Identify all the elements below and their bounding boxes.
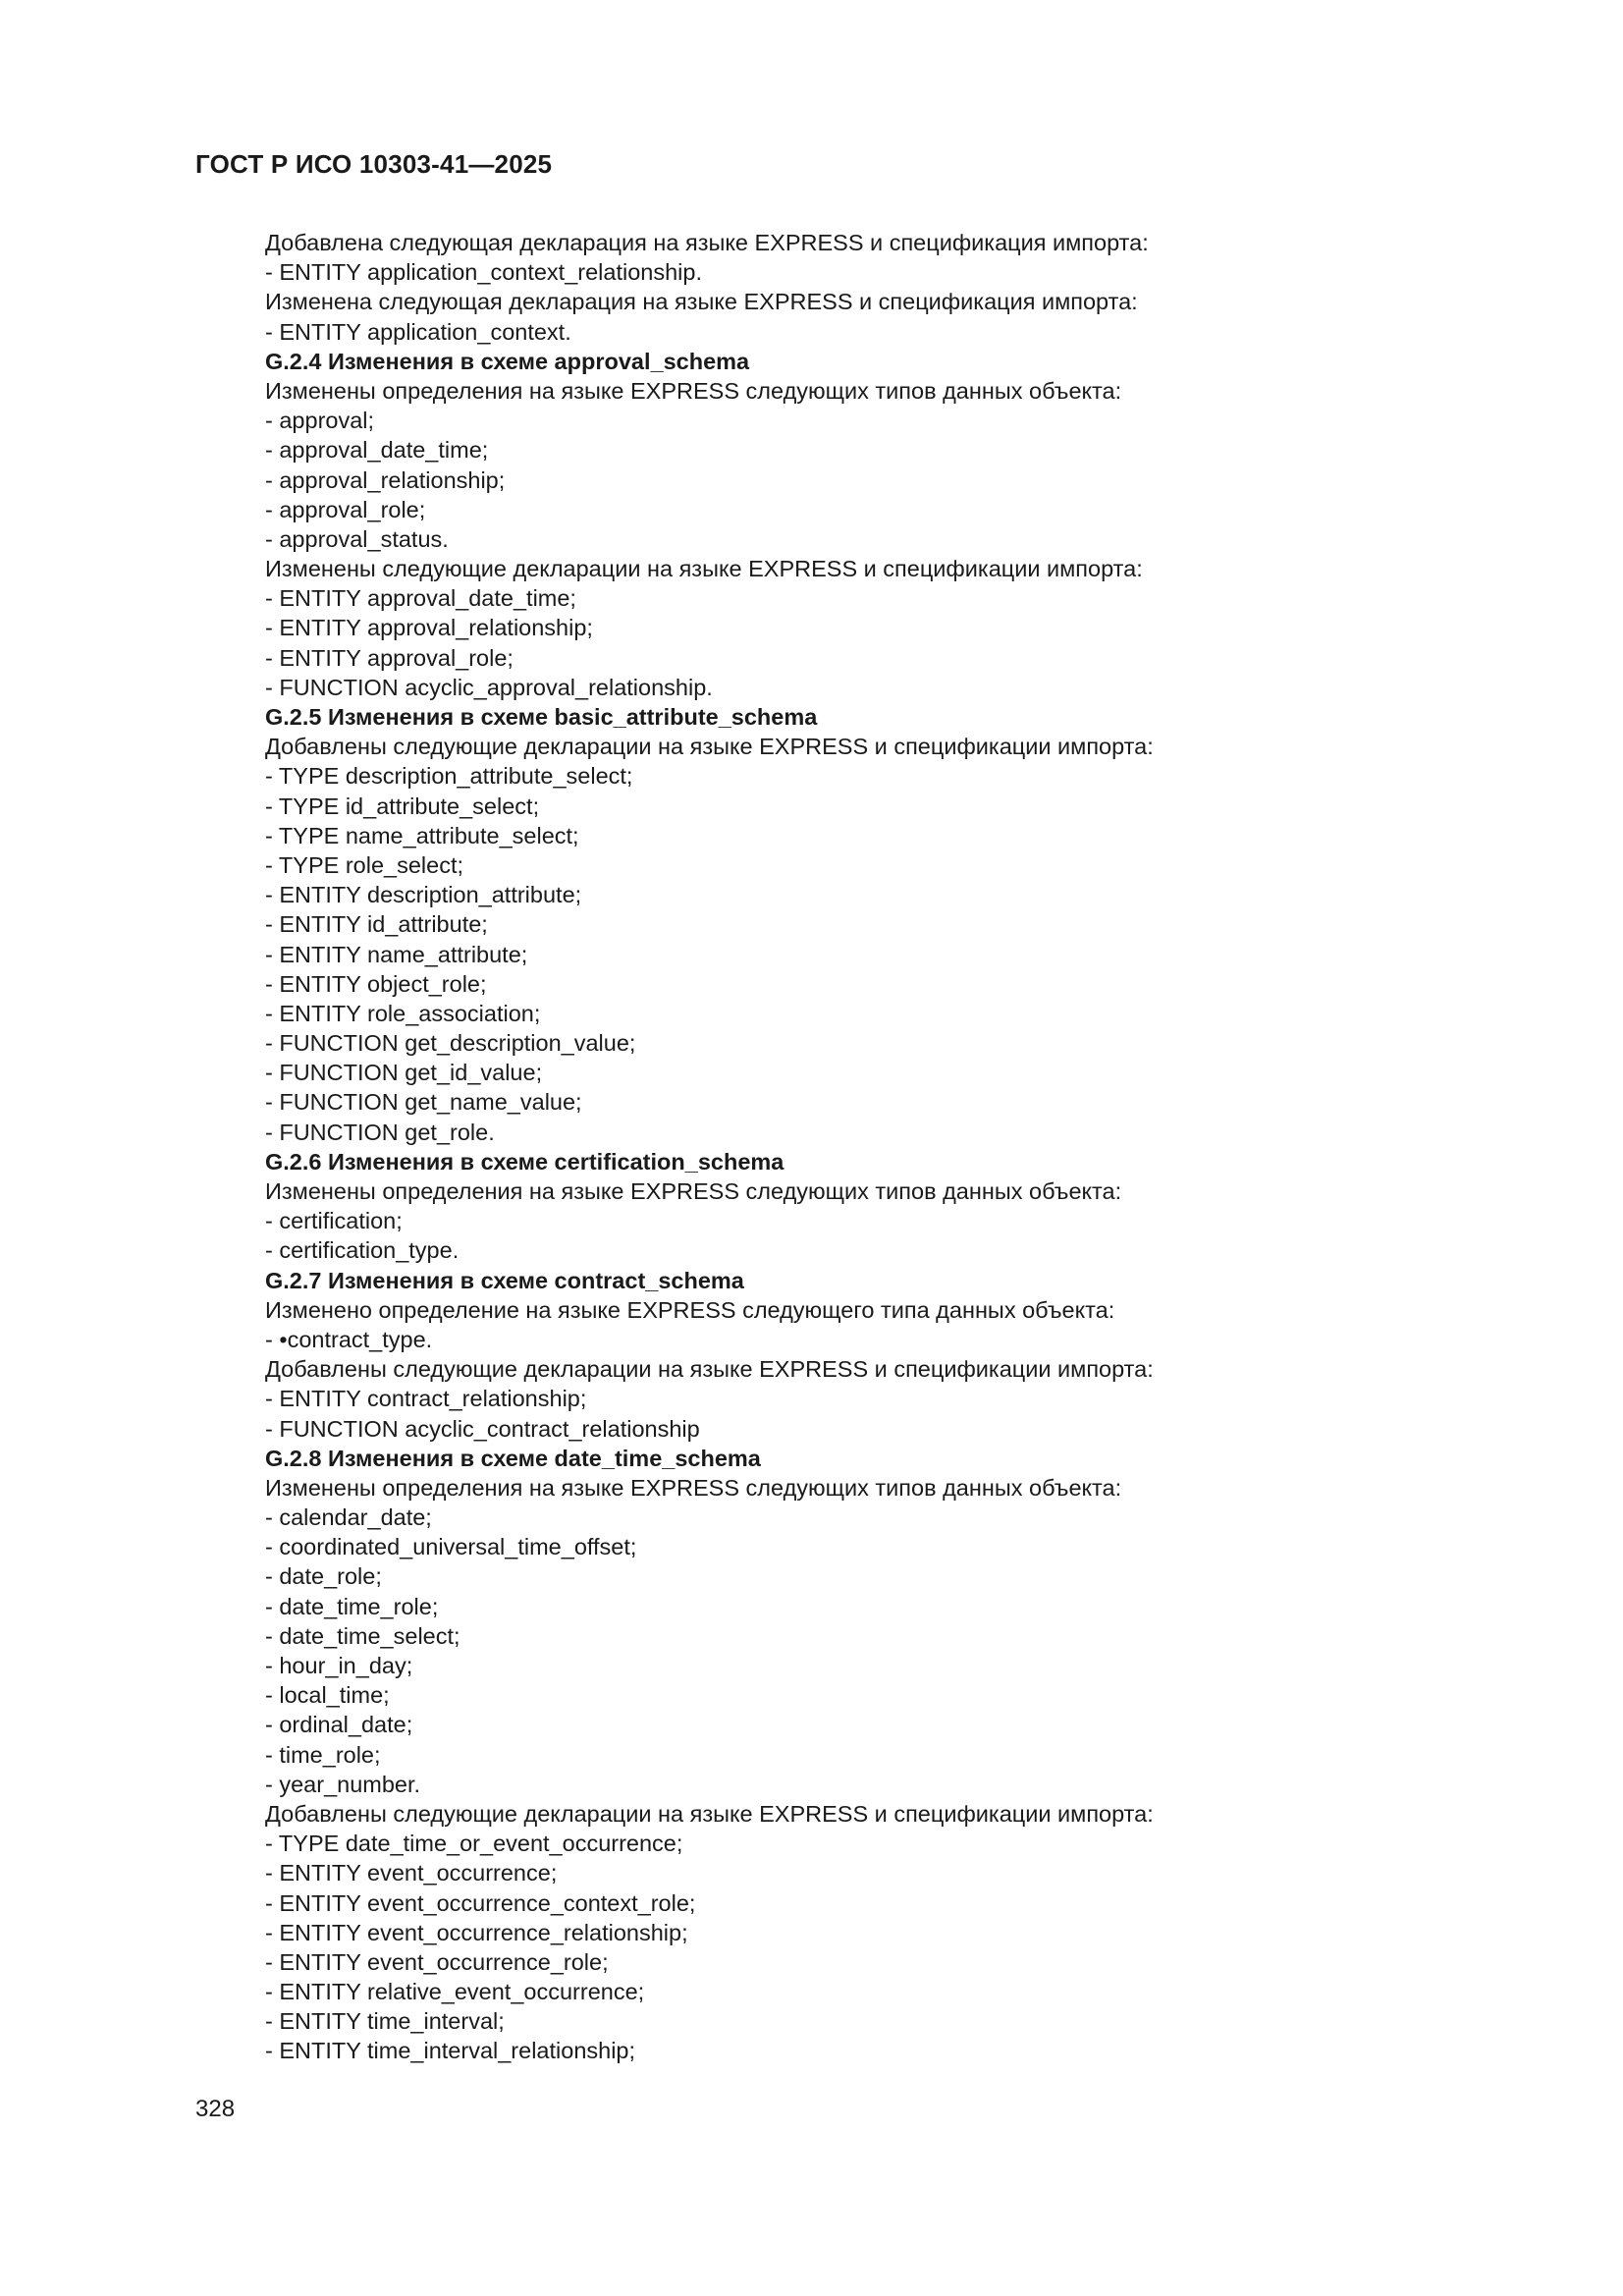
text-line: - date_time_role; (265, 1593, 439, 1619)
text-line: - ENTITY event_occurrence_context_role; (265, 1889, 696, 1916)
text-line: Изменено определение на языке EXPRESS следующего типа данных объекта: (265, 1296, 1115, 1323)
text-line: - FUNCTION acyclic_approval_relationship. (265, 674, 713, 700)
text-line: - ENTITY contract_relationship; (265, 1386, 587, 1412)
text-line: - year_number. (265, 1771, 421, 1797)
text-line: - ENTITY relative_event_occurrence; (265, 1979, 645, 2005)
text-line: - ENTITY application_context. (265, 318, 571, 345)
section-heading: G.2.5 Изменения в схеме basic_attribute_schema (265, 704, 818, 730)
section-heading: G.2.7 Изменения в схеме contract_schema (265, 1267, 744, 1293)
text-line: - ENTITY event_occurrence_role; (265, 1948, 609, 1975)
text-line: - time_role; (265, 1741, 381, 1768)
text-line: - TYPE id_attribute_select; (265, 793, 540, 819)
text-line: - FUNCTION acyclic_contract_relationship (265, 1415, 700, 1442)
text-line: Изменены определения на языке EXPRESS следующих типов данных объекта: (265, 1474, 1122, 1501)
text-line: Добавлены следующие декларации на языке EXPRESS и спецификации импорта: (265, 1800, 1154, 1827)
document-header-title: ГОСТ Р ИСО 10303-41—2025 (195, 149, 553, 179)
text-line: - ENTITY description_attribute; (265, 882, 582, 908)
text-line: - ENTITY time_interval_relationship; (265, 2038, 636, 2064)
text-line: - ENTITY role_association; (265, 1000, 541, 1026)
section-heading: G.2.6 Изменения в схеме certification_schema (265, 1148, 784, 1175)
text-line: - FUNCTION get_description_value; (265, 1030, 636, 1057)
text-line: - TYPE date_time_or_event_occurrence; (265, 1831, 683, 1857)
text-line: - certification; (265, 1208, 403, 1234)
text-line: - approval; (265, 408, 375, 434)
text-line: - date_time_select; (265, 1622, 460, 1649)
text-line: - ENTITY id_attribute; (265, 911, 488, 938)
document-body (265, 228, 1581, 2066)
section-heading: G.2.4 Изменения в схеме approval_schema (265, 348, 750, 374)
text-line: - calendar_date; (265, 1504, 432, 1531)
text-line: Добавлены следующие декларации на языке EXPRESS и спецификации импорта: (265, 1356, 1154, 1383)
text-line: Изменена следующая декларация на языке EXPRESS и спецификация импорта: (265, 289, 1138, 315)
text-line: - TYPE description_attribute_select; (265, 763, 633, 790)
text-line: - ENTITY approval_relationship; (265, 615, 593, 641)
text-line: - certification_type. (265, 1237, 460, 1264)
text-line: - •contract_type. (265, 1326, 433, 1352)
text-line: - ordinal_date; (265, 1712, 413, 1738)
text-line: - ENTITY event_occurrence; (265, 1860, 558, 1886)
text-line: - TYPE role_select; (265, 851, 464, 878)
text-line: - ENTITY name_attribute; (265, 941, 528, 967)
text-line: - FUNCTION get_name_value; (265, 1089, 582, 1116)
text-line: - approval_date_time; (265, 437, 489, 464)
text-line: - ENTITY time_interval; (265, 2008, 505, 2035)
text-line: - TYPE name_attribute_select; (265, 822, 579, 848)
text-line: Добавлена следующая декларация на языке EXPRESS и спецификация импорта: (265, 230, 1149, 255)
text-line: - date_role; (265, 1563, 382, 1590)
text-line: - ENTITY object_role; (265, 970, 487, 997)
text-line: - FUNCTION get_id_value; (265, 1060, 543, 1086)
text-line: - local_time; (265, 1682, 390, 1709)
text-line: - ENTITY event_occurrence_relationship; (265, 1919, 688, 1945)
text-line: - approval_status. (265, 525, 449, 552)
text-line: - ENTITY application_context_relationship. (265, 259, 702, 286)
text-line: - approval_relationship; (265, 466, 506, 493)
text-line: - coordinated_universal_time_offset; (265, 1534, 637, 1560)
text-line: Изменены определения на языке EXPRESS следующих типов данных объекта: (265, 377, 1122, 404)
text-line: Добавлены следующие декларации на языке EXPRESS и спецификации импорта: (265, 734, 1154, 760)
page-number: 328 (195, 2096, 236, 2122)
text-line: - ENTITY approval_date_time; (265, 585, 576, 612)
section-heading: G.2.8 Изменения в схеме date_time_schema (265, 1445, 761, 1471)
text-line: - approval_role; (265, 496, 426, 522)
text-line: - hour_in_day; (265, 1653, 413, 1678)
text-line: Изменены определения на языке EXPRESS следующих типов данных объекта: (265, 1178, 1122, 1204)
text-line: Изменены следующие декларации на языке EXPRESS и спецификации импорта: (265, 556, 1143, 582)
text-line: - FUNCTION get_role. (265, 1119, 495, 1145)
text-line: - ENTITY approval_role; (265, 644, 514, 671)
